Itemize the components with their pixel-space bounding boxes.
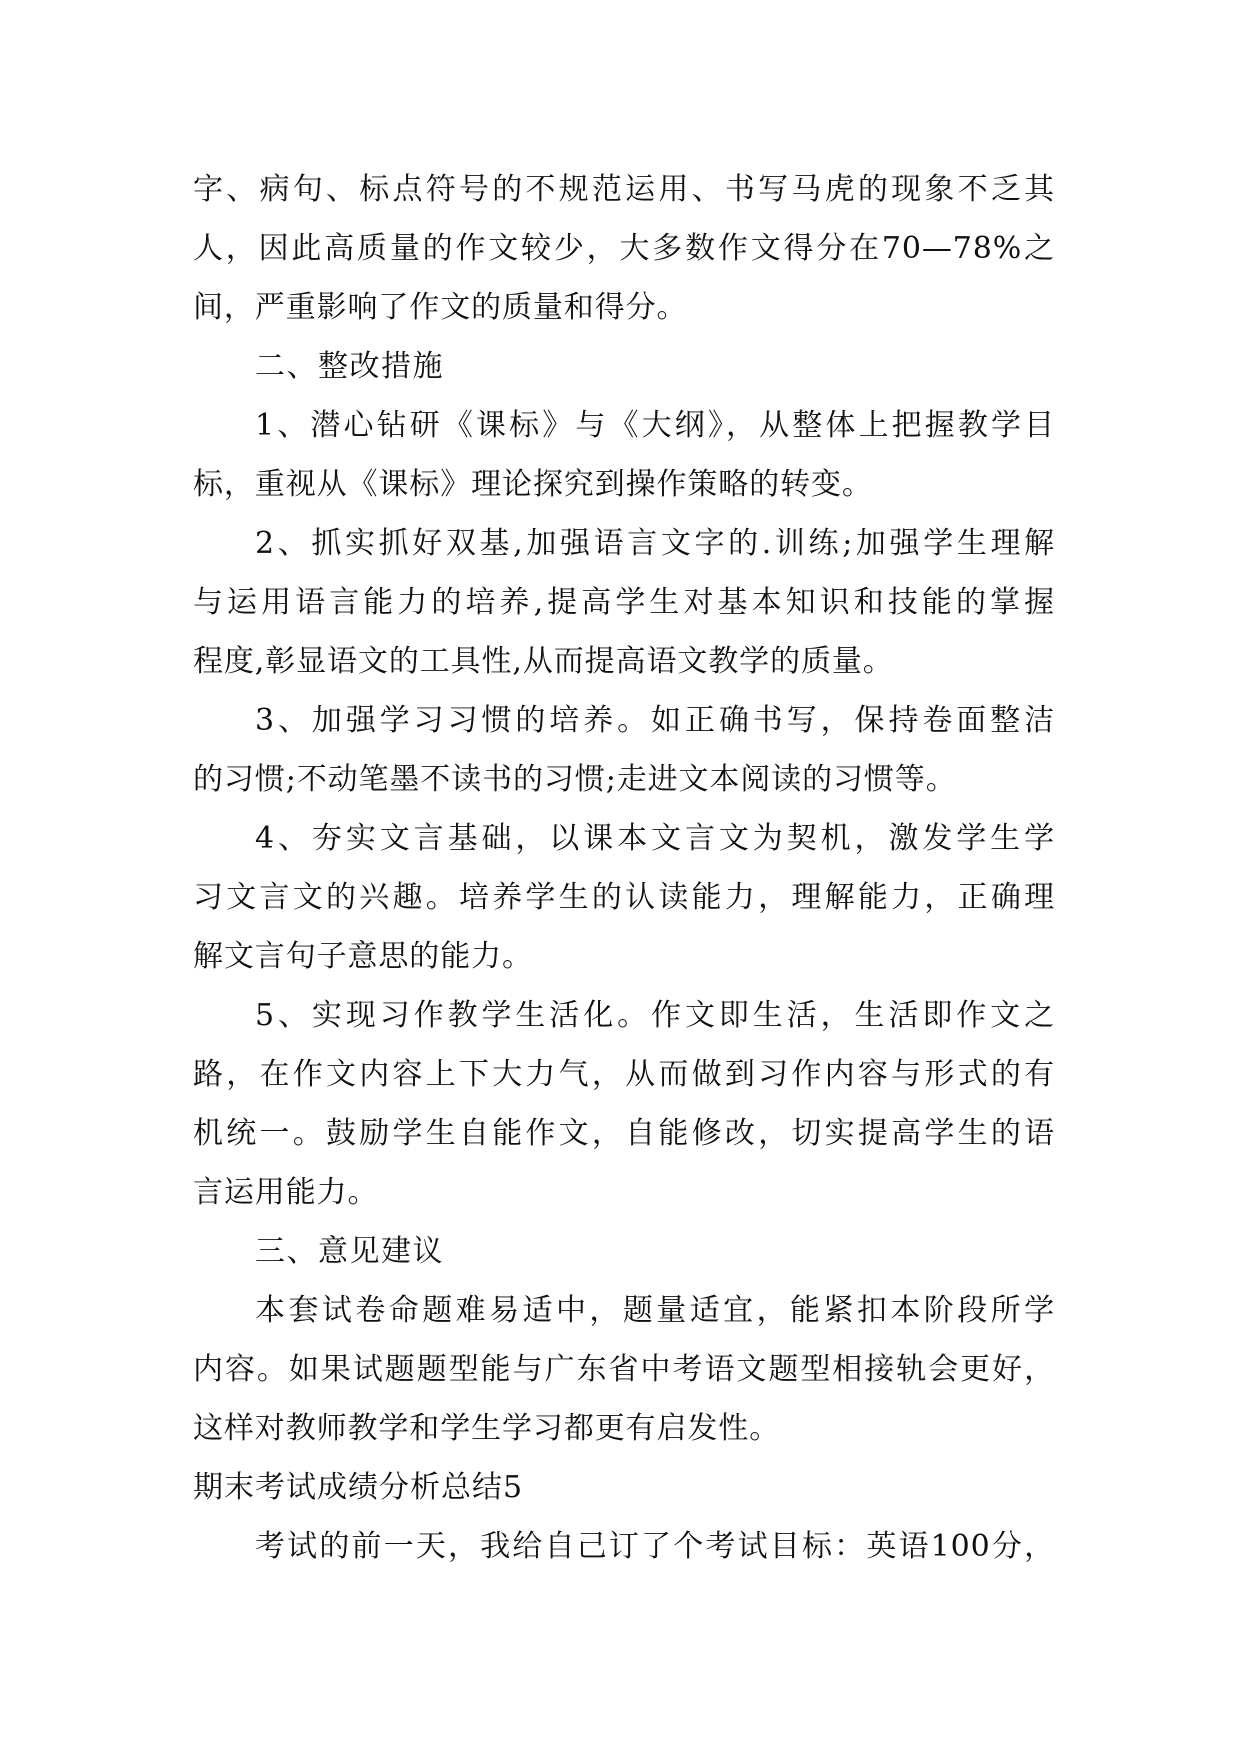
text-line: 程度,彰显语文的工具性,从而提高语文教学的质量。 bbox=[193, 644, 894, 679]
document-page bbox=[193, 160, 1055, 1576]
text-line: 这样对教师教学和学生学习都更有启发性。 bbox=[193, 1411, 781, 1446]
text-line: 1、潜心钻研《课标》与《大纲》，从整体上把握教学目 bbox=[255, 408, 1055, 443]
paragraph-suggestions bbox=[193, 1281, 1055, 1458]
article-title-summary-5: 期末考试成绩分析总结5 bbox=[193, 1470, 524, 1505]
text-line: 间，严重影响了作文的质量和得分。 bbox=[193, 290, 688, 325]
paragraph-composition-issues bbox=[193, 160, 1055, 337]
text-line: 3、加强学习习惯的培养。如正确书写，保持卷面整洁 bbox=[255, 703, 1055, 738]
text-line: 字、病句、标点符号的不规范运用、书写马虎的现象不乏其 bbox=[193, 172, 1055, 207]
paragraph-exam-goal bbox=[193, 1517, 1055, 1576]
text-line: 路，在作文内容上下大力气，从而做到习作内容与形式的有 bbox=[193, 1057, 1055, 1092]
text-line: 习文言文的兴趣。培养学生的认读能力，理解能力，正确理 bbox=[193, 880, 1055, 915]
section-heading-suggestions: 三、意见建议 bbox=[255, 1234, 444, 1269]
paragraph-measure-2 bbox=[193, 514, 1055, 691]
text-line: 人，因此高质量的作文较少，大多数作文得分在70—78%之 bbox=[193, 231, 1055, 266]
text-line: 标，重视从《课标》理论探究到操作策略的转变。 bbox=[193, 467, 873, 502]
text-line: 本套试卷命题难易适中，题量适宜，能紧扣本阶段所学 bbox=[255, 1293, 1055, 1328]
text-line: 考试的前一天，我给自己订了个考试目标：英语100分， bbox=[255, 1529, 1055, 1564]
text-line: 与运用语言能力的培养,提高学生对基本知识和技能的掌握 bbox=[193, 585, 1055, 620]
paragraph-measure-5 bbox=[193, 986, 1055, 1222]
text-line: 2、抓实抓好双基,加强语言文字的.训练;加强学生理解 bbox=[255, 526, 1055, 561]
section-heading-rectification: 二、整改措施 bbox=[255, 349, 444, 384]
paragraph-measure-3 bbox=[193, 691, 1055, 809]
text-line: 的习惯;不动笔墨不读书的习惯;走进文本阅读的习惯等。 bbox=[193, 762, 957, 797]
paragraph-measure-1 bbox=[193, 396, 1055, 514]
paragraph-measure-4 bbox=[193, 809, 1055, 986]
text-line: 机统一。鼓励学生自能作文，自能修改，切实提高学生的语 bbox=[193, 1116, 1055, 1151]
text-line: 内容。如果试题题型能与广东省中考语文题型相接轨会更好， bbox=[193, 1352, 1055, 1387]
text-line: 言运用能力。 bbox=[193, 1175, 379, 1210]
text-line: 解文言句子意思的能力。 bbox=[193, 939, 533, 974]
text-line: 4、夯实文言基础，以课本文言文为契机，激发学生学 bbox=[255, 821, 1055, 856]
text-line: 5、实现习作教学生活化。作文即生活，生活即作文之 bbox=[255, 998, 1055, 1033]
